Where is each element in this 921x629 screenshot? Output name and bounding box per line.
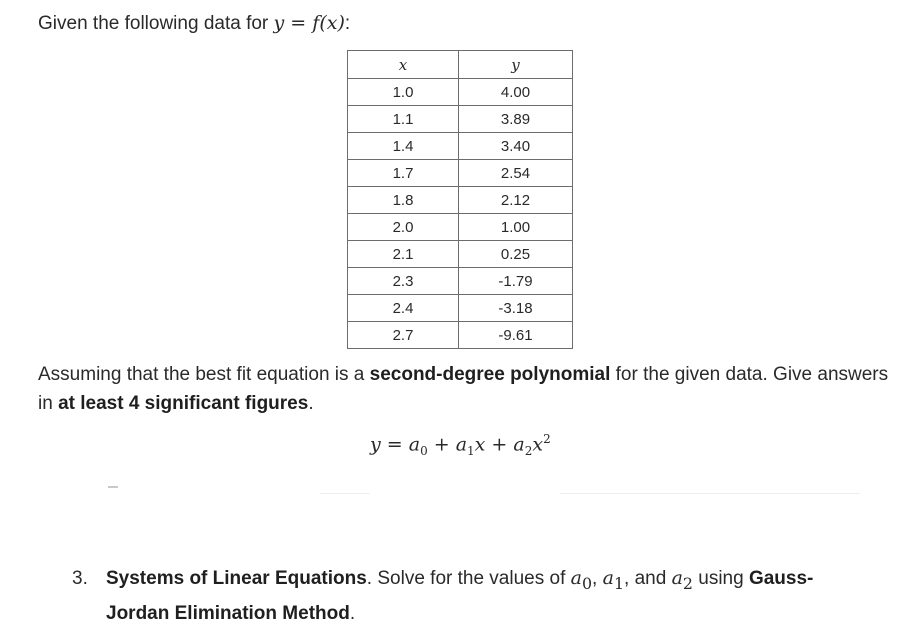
cell-y: 0.25: [459, 241, 573, 268]
cell-x: 2.7: [348, 322, 459, 349]
section-period: .: [349, 602, 356, 624]
para-part1: Assuming that the best fit equation is a: [38, 364, 370, 385]
table-row: [348, 322, 573, 349]
table-row: [348, 106, 573, 133]
cell-x: 1.4: [348, 133, 459, 160]
section-number: 3.: [72, 568, 88, 589]
eq-y: y: [370, 433, 381, 456]
section-text1: . Solve for the values of: [366, 568, 571, 589]
cell-x: 2.4: [348, 295, 459, 322]
table-row: [348, 133, 573, 160]
data-table: [347, 50, 573, 349]
table-row: [348, 79, 573, 106]
intro-eq-lhs: y: [273, 12, 285, 34]
sec-sub1: 1: [613, 573, 625, 593]
faint-divider-line: [560, 493, 860, 494]
sec-a0: a: [570, 567, 582, 589]
sec-and: , and: [624, 568, 672, 589]
cell-y: -9.61: [459, 322, 573, 349]
intro-suffix: :: [344, 13, 351, 34]
section-text2: using: [692, 568, 749, 589]
cell-y: -1.79: [459, 268, 573, 295]
sec-a1: a: [602, 567, 614, 589]
para-bold-sigfigs: at least 4 significant figures: [58, 393, 309, 414]
faint-dash-divider: [108, 486, 118, 488]
section-3: [72, 563, 892, 629]
header-y: y: [459, 51, 573, 79]
table-row: [348, 160, 573, 187]
cell-x: 2.3: [348, 268, 459, 295]
cell-x: 2.1: [348, 241, 459, 268]
sec-a2: a: [671, 567, 683, 589]
intro-text: Given the following data for: [38, 13, 274, 34]
cell-x: 1.8: [348, 187, 459, 214]
table-row: [348, 187, 573, 214]
eq-sub0: 0: [420, 444, 428, 459]
cell-x: 1.7: [348, 160, 459, 187]
cell-y: -3.18: [459, 295, 573, 322]
cell-y: 4.00: [459, 79, 573, 106]
eq-sub1: 1: [467, 444, 475, 459]
eq-x2: x: [532, 433, 544, 456]
cell-y: 1.00: [459, 214, 573, 241]
sec-comma: ,: [592, 568, 603, 589]
eq-a2: a: [513, 433, 525, 456]
section-method1: Gauss-: [748, 568, 814, 589]
section-3-line2: [72, 599, 892, 629]
table-row: [348, 295, 573, 322]
faint-divider-line: [320, 493, 370, 494]
sec-sub2: 2: [682, 573, 693, 593]
instructions-paragraph: [38, 360, 898, 418]
para-part3: .: [308, 393, 314, 414]
cell-y: 3.89: [459, 106, 573, 133]
polynomial-equation: [370, 432, 551, 458]
eq-a1: a: [455, 433, 468, 456]
eq-sub2: 2: [524, 444, 533, 459]
para-part2: for the given data. Give answers in: [38, 364, 889, 414]
section-title: Systems of Linear Equations: [106, 568, 367, 589]
table-row: [348, 268, 573, 295]
cell-x: 2.0: [348, 214, 459, 241]
header-x: x: [348, 51, 459, 79]
section-method2: Jordan Elimination Method: [106, 602, 350, 624]
eq-plus2: +: [485, 433, 514, 456]
sec-sub0: 0: [581, 573, 593, 593]
eq-a0: a: [408, 433, 421, 456]
intro-eq-arg: (x): [319, 12, 345, 34]
cell-x: 1.0: [348, 79, 459, 106]
table-row: [348, 214, 573, 241]
eq-equals: =: [380, 433, 409, 456]
cell-y: 2.12: [459, 187, 573, 214]
eq-x1: x: [474, 433, 486, 456]
section-3-line1: [72, 563, 892, 599]
table-header-row: [348, 51, 573, 79]
cell-y: 2.54: [459, 160, 573, 187]
para-bold-polynomial: second-degree polynomial: [369, 364, 611, 385]
intro-line: [38, 10, 350, 37]
intro-eq-op: =: [284, 12, 313, 34]
intro-eq-func: f: [312, 12, 320, 34]
cell-y: 3.40: [459, 133, 573, 160]
table-row: [348, 241, 573, 268]
cell-x: 1.1: [348, 106, 459, 133]
eq-plus1: +: [427, 433, 456, 456]
eq-sup2: 2: [543, 432, 551, 446]
